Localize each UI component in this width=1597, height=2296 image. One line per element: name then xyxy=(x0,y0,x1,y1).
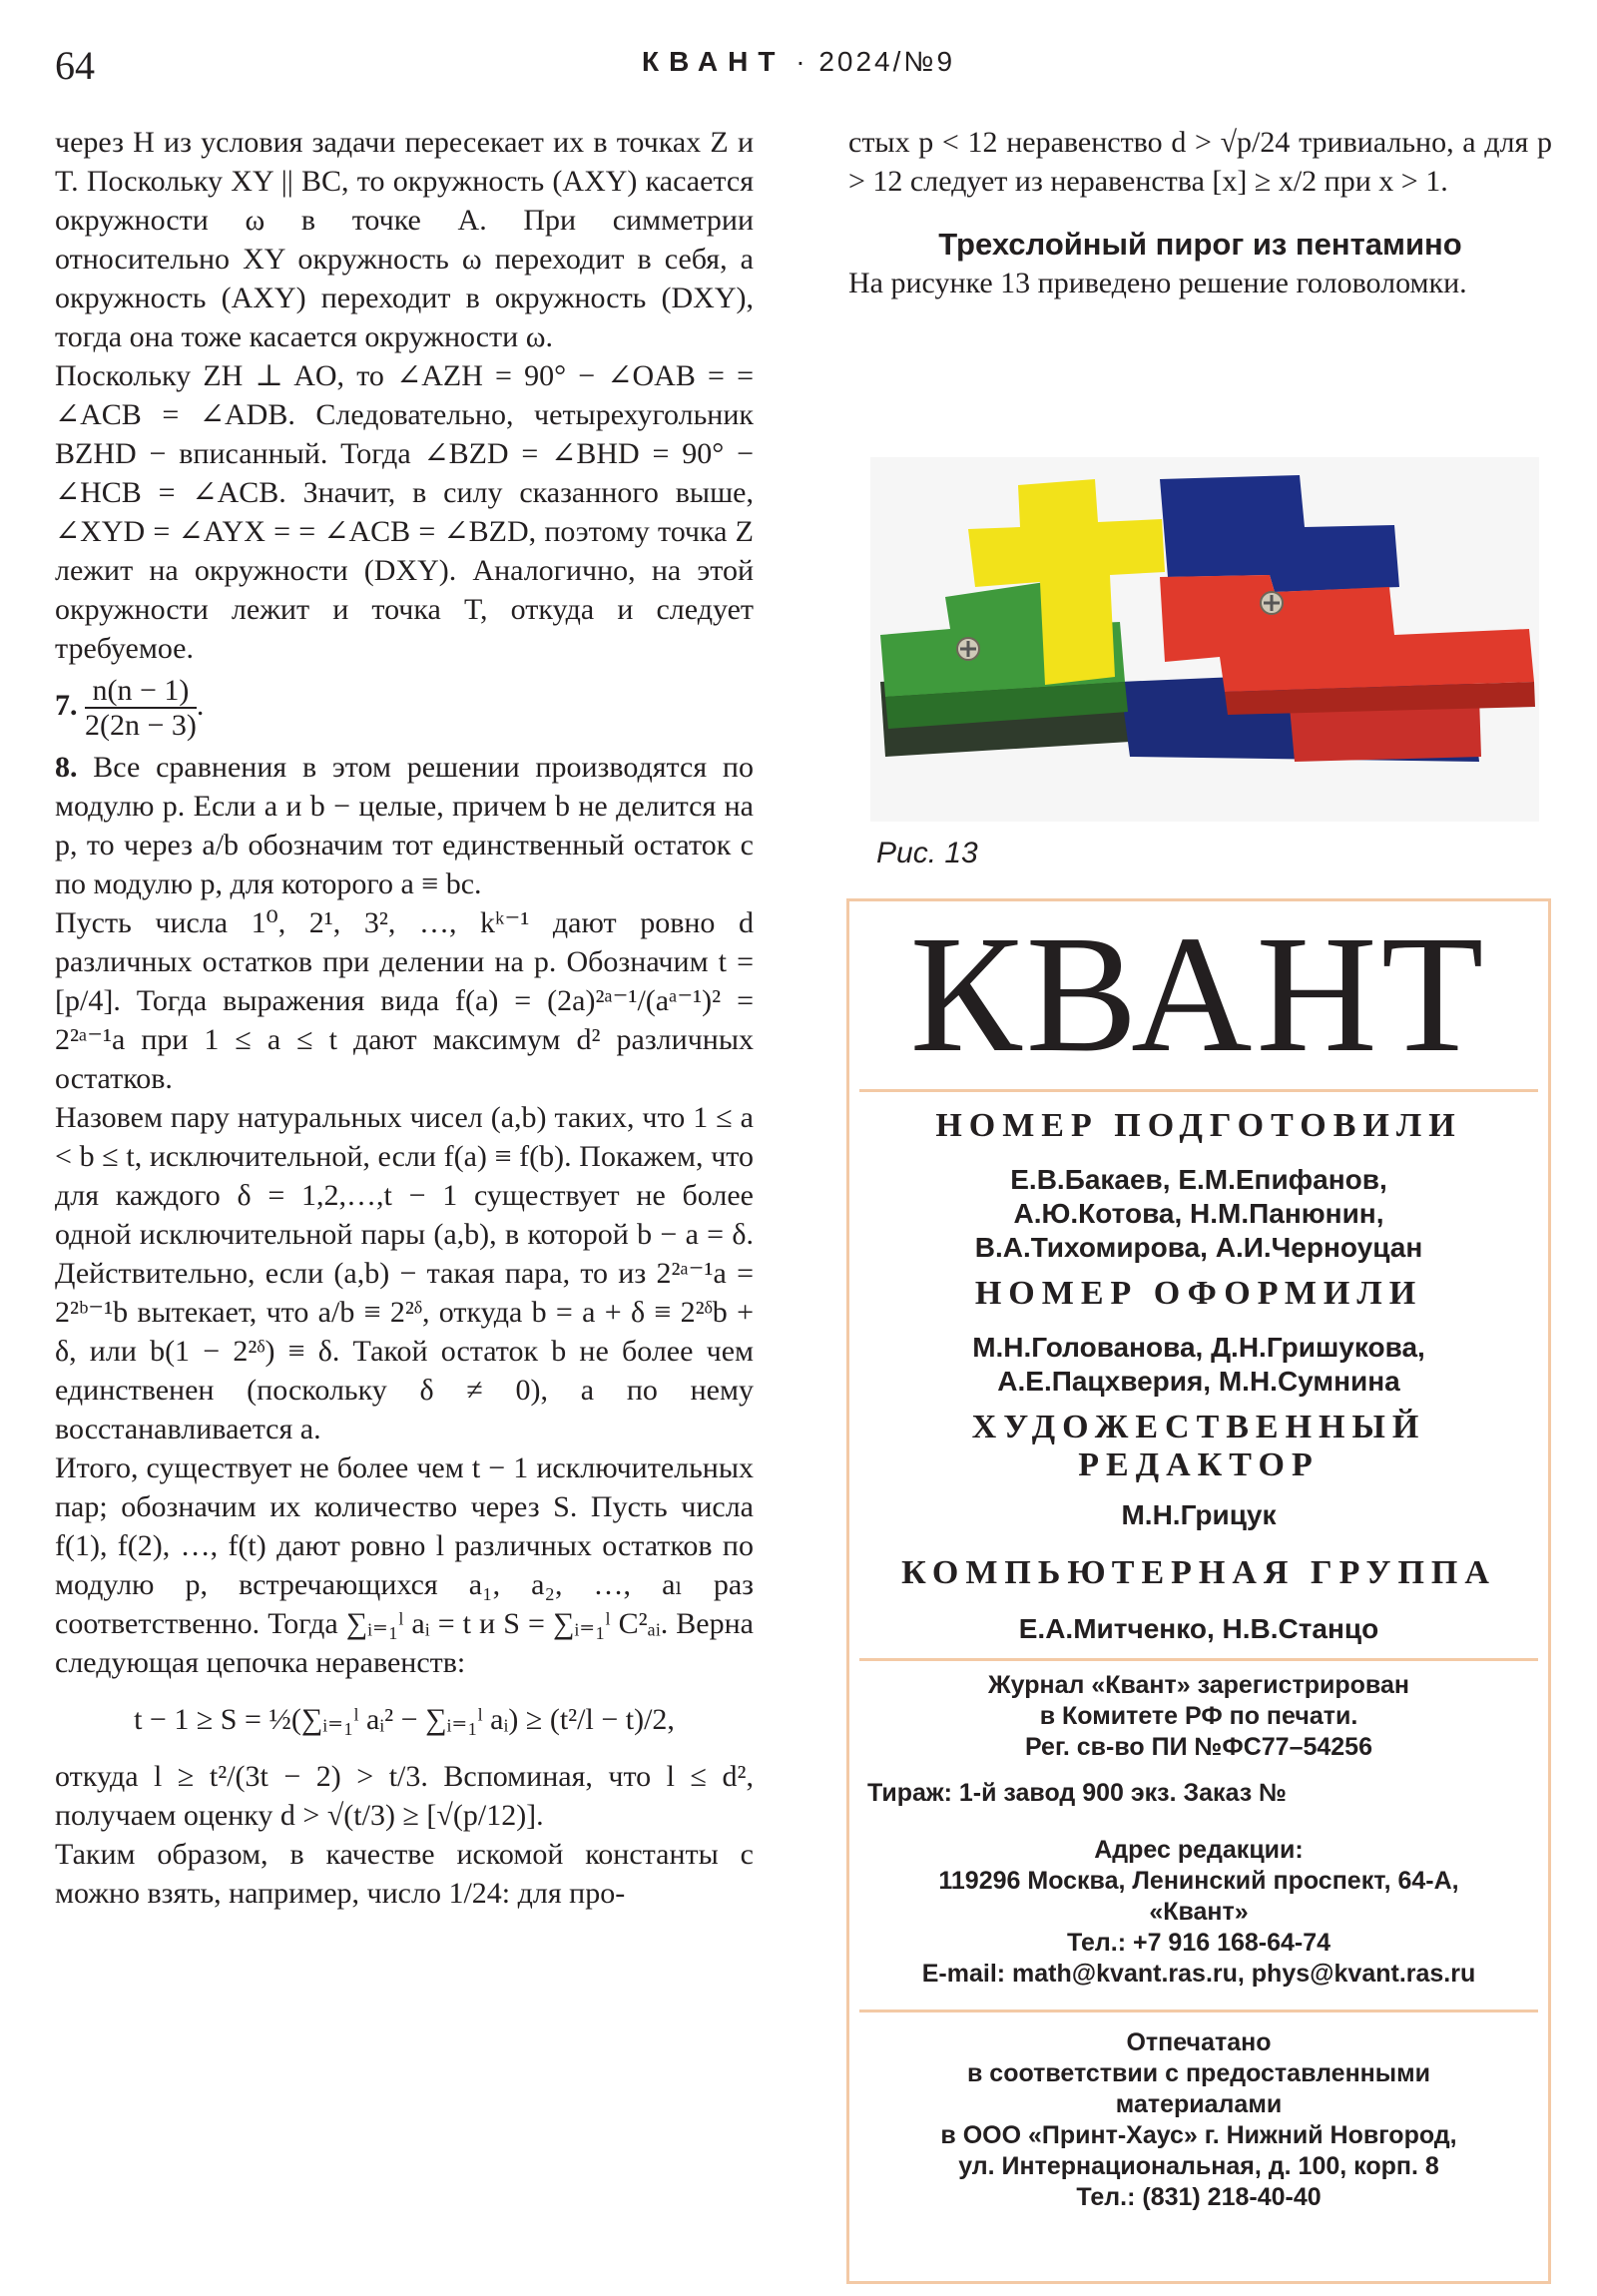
paragraph: Таким образом, в качестве искомой константы c можно взять, например, число 1/24: для про- xyxy=(55,1838,754,1910)
heading: НОМЕР ПОДГОТОВИЛИ xyxy=(935,1107,1462,1144)
name-line: В.А.Тихомирова, А.И.Черноуцан xyxy=(974,1232,1423,1263)
imprint-box xyxy=(846,898,1551,2284)
item-label: 8. xyxy=(55,751,78,784)
name-line: Е.В.Бакаев, Е.М.Епифанов, xyxy=(1010,1164,1387,1195)
name-line: А.Е.Пацхверия, М.Н.Сумнина xyxy=(997,1366,1400,1397)
page-number: 64 xyxy=(55,43,95,88)
paragraph-text: Все сравнения в этом решении производятся по модулю p. Если a и b − целые, причем b не делится на p, то через a/b обозначим тот единственный остаток c по модулю p, для которого a ≡ bc. xyxy=(55,751,754,900)
info-line: ул. Интернациональная, д. 100, корп. 8 xyxy=(958,2152,1439,2180)
phone: Тел.: +7 916 168-64-74 xyxy=(1066,1929,1331,1957)
heading: ХУДОЖЕСТВЕННЫЙ xyxy=(971,1409,1426,1445)
left-column xyxy=(55,123,754,1913)
paragraph: Пусть числа 1⁰, 2¹, 3², …, kᵏ⁻¹ дают ровно d различных остатков при делении на p. Обозначим t = [p/4]. Тогда выражения вида f(a) = (2a)²ᵃ⁻¹/(aᵃ⁻¹)² = 2²ᵃ⁻¹a при 1 ≤ a ≤ t дают максимум d² различных остатков. xyxy=(55,906,754,1095)
info-line: в Комитете РФ по печати. xyxy=(1039,1702,1358,1730)
right-column-text xyxy=(848,123,1552,302)
paragraph: стых p < 12 неравенство d > √p/24 тривиально, а для p > 12 следует из неравенства [x] ≥ x/2 при x > 1. xyxy=(848,126,1552,198)
paragraph: через H из условия задачи пересекает их в точках Z и T. Поскольку XY || BC, то окружность (AXY) касается окружности ω в точке A. При симметрии относительно XY окружность ω переходит в себя, а окружность (AXY) переходит в окружность (DXY), тогда она тоже касается окружности ω. xyxy=(55,126,754,353)
names-list xyxy=(849,1331,1548,1399)
fraction-numerator: n(n − 1) xyxy=(85,674,197,709)
info-line: в соответствии с предоставленными xyxy=(966,2059,1430,2087)
info-line: материалами xyxy=(1115,2090,1283,2118)
registration-info xyxy=(849,1670,1548,1763)
divider xyxy=(859,1658,1538,1661)
address-line: «Квант» xyxy=(1149,1898,1249,1926)
heading: НОМЕР ОФОРМИЛИ xyxy=(974,1275,1423,1312)
info-line: Отпечатано xyxy=(1126,2028,1272,2056)
address-block xyxy=(849,1835,1548,1990)
circulation: Тираж: 1-й завод 900 экз. Заказ № xyxy=(867,1779,1288,1807)
name-line: М.Н.Грицук xyxy=(1121,1499,1277,1530)
pentomino-illustration xyxy=(870,457,1539,822)
name-line: Е.А.Митченко, Н.В.Станцо xyxy=(1018,1613,1379,1644)
name-line: М.Н.Голованова, Д.Н.Гришукова, xyxy=(972,1332,1425,1363)
paragraph: Назовем пару натуральных чисел (a,b) таких, что 1 ≤ a < b ≤ t, исключительной, если f(a) ≡ f(b). Покажем, что для каждого δ = 1,2,…,t − 1 существует не более одной исключительной пары (a,b), в которой b − a = δ. Действительно, если (a,b) − такая пара, то из 2²ᵃ⁻¹a = 2²ᵇ⁻¹b вытекает, что a/b ≡ 2²ᵟ, откуда b = a + δ ≡ 2²ᵟb + δ, или b(1 − 2²ᵟ) ≡ δ. Такой остаток b не более чем единственен (поскольку δ ≠ 0), а по нему восстанавливается a. xyxy=(55,1101,754,1445)
info-line: Журнал «Квант» зарегистрирован xyxy=(988,1671,1409,1699)
heading: КОМПЬЮТЕРНАЯ ГРУППА xyxy=(901,1554,1496,1591)
figure-caption: Рис. 13 xyxy=(876,837,978,869)
info-line: в ООО «Принт-Хаус» г. Нижний Новгород, xyxy=(940,2121,1457,2149)
paragraph: На рисунке 13 приведено решение головоломки. xyxy=(848,267,1467,299)
info-line: Рег. св-во ПИ №ФС77–54256 xyxy=(1025,1733,1372,1761)
running-header xyxy=(0,46,1597,78)
answer-7: 7. $\frac{n(n - 1)}{2(2n - 3)}$ . xyxy=(55,674,205,742)
print-info xyxy=(849,2027,1548,2213)
paragraph: Итого, существует не более чем t − 1 исключительных пар; обозначим их количество через S. Пусть числа f(1), f(2), …, f(t) дают ровно l различных остатков по модулю p, встречающихся a₁, a₂, …, aₗ раз соответственно. Тогда ∑ᵢ₌₁ˡ aᵢ = t и S = ∑ᵢ₌₁ˡ C²ₐᵢ. Верна следующая цепочка неравенств: xyxy=(55,1451,754,1679)
journal-logo: КВАНТ xyxy=(909,901,1488,1087)
fraction-denominator: 2(2n − 3) xyxy=(85,709,197,742)
section-title: Трехслойный пирог из пентамино xyxy=(938,227,1462,262)
display-formula: t − 1 ≥ S = ½(∑ᵢ₌₁ˡ aᵢ² − ∑ᵢ₌₁ˡ aᵢ) ≥ (t²/l − t)/2, xyxy=(134,1703,675,1736)
name-line: А.Ю.Котова, Н.М.Панюнин, xyxy=(1013,1198,1384,1229)
pentomino-photo xyxy=(870,457,1539,822)
heading: РЕДАКТОР xyxy=(1078,1446,1320,1483)
journal-title: КВАНТ xyxy=(641,46,786,77)
email: E-mail: math@kvant.ras.ru, phys@kvant.ras.ru xyxy=(921,1960,1476,1988)
divider xyxy=(859,2009,1538,2012)
names-list xyxy=(849,1163,1548,1265)
fraction xyxy=(85,674,197,742)
paragraph: откуда l ≥ t²/(3t − 2) > t/3. Вспоминая, что l ≤ d², получаем оценку d > √(t/3) ≥ [√(p/12)]. xyxy=(55,1760,754,1832)
issue-number: · 2024/№9 xyxy=(796,46,956,77)
info-line: Тел.: (831) 218-40-40 xyxy=(1076,2183,1322,2211)
item-label: 7. xyxy=(55,688,78,722)
paragraph xyxy=(55,748,754,903)
address-title: Адрес редакции: xyxy=(1094,1836,1304,1864)
address-line: 119296 Москва, Ленинский проспект, 64-А, xyxy=(938,1867,1459,1895)
paragraph: Поскольку ZH ⊥ AO, то ∠AZH = 90° − ∠OAB = = ∠ACB = ∠ADB. Следовательно, четырехугольник BZHD − вписанный. Тогда ∠BZD = ∠BHD = 90° − ∠HCB = ∠ACB. Значит, в силу сказанного выше, ∠XYD = ∠AYX = = ∠ACB = ∠BZD, поэтому точка Z лежит на окружности (DXY). Аналогично, на этой окружности лежит и точка T, откуда и следует требуемое. xyxy=(55,359,754,665)
divider xyxy=(859,1089,1538,1092)
